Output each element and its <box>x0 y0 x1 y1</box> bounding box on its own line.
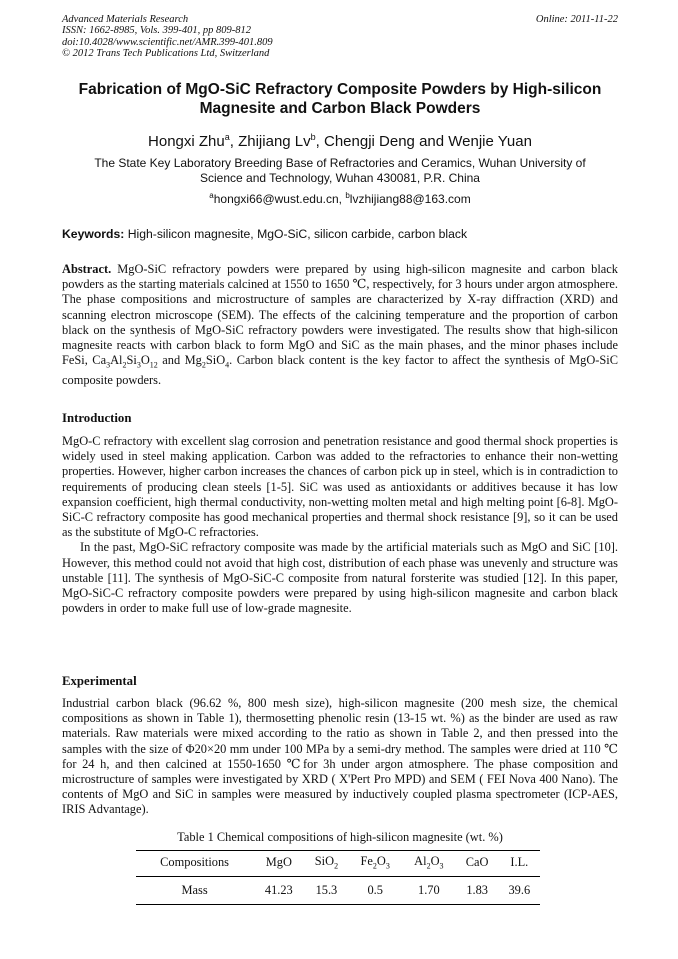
col-header-text: SiO <box>314 854 335 868</box>
introduction-body <box>62 434 618 616</box>
doi-line: doi:10.4028/www.scientific.net/AMR.399-401.809 <box>62 36 273 48</box>
keywords <box>62 227 618 241</box>
col-header: Compositions <box>136 851 253 877</box>
subscript: 3 <box>439 861 444 871</box>
col-header-text: O <box>376 854 386 868</box>
author-sup: a <box>224 132 230 142</box>
affiliation-line-2: Science and Technology, Wuhan 430081, P.R. China <box>200 171 480 185</box>
affiliation <box>62 156 618 186</box>
keywords-label: Keywords: <box>62 227 125 241</box>
abstract-text: and Mg <box>157 353 202 368</box>
subscript: 2 <box>426 861 431 871</box>
col-header-text: Al <box>414 854 427 868</box>
author-name: Hongxi Zhu <box>148 133 225 150</box>
col-header <box>348 851 402 877</box>
table-caption: Table 1 Chemical compositions of high-silicon magnesite (wt. %) <box>177 830 503 844</box>
subscript: 3 <box>106 360 111 370</box>
col-header <box>304 851 348 877</box>
table-header-row <box>136 851 540 877</box>
email-link[interactable]: lvzhijiang88@163.com <box>349 192 471 206</box>
subscript: 2 <box>372 861 377 871</box>
email-line <box>62 191 618 206</box>
col-header: I.L. <box>499 851 540 877</box>
col-header-text: Fe <box>360 854 373 868</box>
copyright-line: © 2012 Trans Tech Publications Ltd, Switzerland <box>62 48 270 60</box>
paragraph: Industrial carbon black (96.62 %, 800 mesh size), high-silicon magnesite (200 mesh size, the chemical compositions as shown in Table 1), thermosetting phenolic resin (13-15 wt. %) as the binder are used as raw materials. Raw materials were mixed according to the ratio as shown in Table 2, and then pressed into the samples with the size of Φ20×20 mm under 100 MPa by a semi-dry method. The samples were dried at 110 ℃ for 24 h, and then calcined at 1550-1650 ℃for 3h under argon atmosphere. The phase composition and microstructure of samples were investigated by XRD ( X'Pert Pro MPD) and SEM ( FEI Nova 400 Nano). The contents of MgO and SiC in samples were measured by inductively coupled plasma spectrometer (ICP-AES, IRIS Advantage). <box>62 696 618 817</box>
abstract <box>62 262 618 388</box>
table-cell: 41.23 <box>253 877 304 905</box>
paragraph: In the past, MgO-SiC refractory composite was made by the artificial materials such as MgO and SiC [10]. However, this method could not avoid that high cost, distribution of each phase was unevenly and structure was unstable [11]. The synthesis of MgO-SiC-C composite from natural forsterite was studied [12]. In this paper, MgO-SiC-C refractory composite powders were prepared by using high-silicon magnesite and carbon black powders in order to make full use of low-grade magnesite. <box>62 540 618 616</box>
author-name: Zhijiang Lv <box>238 133 311 150</box>
experimental-heading: Experimental <box>62 674 137 688</box>
table-cell: 0.5 <box>348 877 402 905</box>
abstract-text: . Carbon black content is the key factor to affect the synthesis of MgO-SiC composite powders. <box>62 353 618 387</box>
col-header <box>402 851 456 877</box>
table-cell: 1.83 <box>456 877 499 905</box>
col-header: MgO <box>253 851 304 877</box>
subscript: 3 <box>136 360 141 370</box>
subscript: 2 <box>122 360 127 370</box>
introduction-heading: Introduction <box>62 411 132 425</box>
title-line-2: Magnesite and Carbon Black Powders <box>199 100 481 117</box>
col-header: CaO <box>456 851 499 877</box>
abstract-text: Si <box>126 353 137 368</box>
author-name: Chengji Deng <box>324 133 415 150</box>
abstract-text: MgO-SiC refractory powders were prepared by using high-silicon magnesite and carbon black powders as the starting materials calcined at 1550 to 1650 ℃, respectively, for 3 hours under argon atmosphere. The phase compositions and microstructure of samples are characterized by X-ray diffraction (XRD) and scanning electron microscope (SEM). The effects of the calcining temperature and the proportion of carbon black on the synthesis of MgO-SiC refractory powders were investigated. The results show that high-silicon magnesite reacts with carbon black to form MgO and SiC as the main phases, and the minor phases include FeSi, Ca <box>62 262 618 368</box>
paragraph: MgO-C refractory with excellent slag corrosion and penetration resistance and good thermal shock properties is widely used in steel making application. Carbon was added to the refractories to enhance their non-wetting properties. However, higher carbon increases the chances of carbon pick up in steel, which is in contradiction to requirements of producing clean steels [1-5]. SiC was used as antioxidants or additives because it has low expansion coefficient, high thermal conductivity, non-wetting molten metal and high melting point [6-8]. MgO-SiC-C refractory composite has good mechanical properties and thermal shock resistance [9], so it can be used as the substitute of MgO-C refractories. <box>62 434 618 540</box>
col-header-text: O <box>430 854 440 868</box>
email-sup: b <box>345 191 350 200</box>
table-cell: 1.70 <box>402 877 456 905</box>
email-sup: a <box>209 191 214 200</box>
author-sup: b <box>310 132 316 142</box>
abstract-text: O <box>140 353 150 368</box>
issn-line: ISSN: 1662-8985, Vols. 399-401, pp 809-812 <box>62 25 251 37</box>
email-link[interactable]: hongxi66@wust.edu.cn <box>213 192 339 206</box>
subscript: 4 <box>225 360 230 370</box>
paper-title <box>62 80 618 118</box>
author-list: Hongxi Zhu$^a$, Zhijiang Lv$^b$, Chengji Deng and Wenjie Yuan <box>148 132 532 150</box>
subscript: 12 <box>149 360 158 370</box>
table-cell: 39.6 <box>499 877 540 905</box>
table-cell: Mass <box>136 877 253 905</box>
online-date: Online: 2011-11-22 <box>535 14 618 25</box>
email-separator: , <box>338 192 346 206</box>
title-line-1: Fabrication of MgO-SiC Refractory Composite Powders by High-silicon <box>78 81 602 98</box>
author-conjunction: and <box>419 133 445 150</box>
subscript: 2 <box>334 861 339 871</box>
subscript: 3 <box>385 861 390 871</box>
experimental-body <box>62 696 618 818</box>
composition-table <box>136 850 540 905</box>
keywords-text: High-silicon magnesite, MgO-SiC, silicon carbide, carbon black <box>127 227 468 241</box>
table-cell: 15.3 <box>304 877 348 905</box>
abstract-label: Abstract. <box>62 262 112 276</box>
author-name: Wenjie Yuan <box>448 133 532 150</box>
journal-name: Advanced Materials Research <box>62 14 189 25</box>
running-header <box>62 14 618 60</box>
subscript: 2 <box>201 360 206 370</box>
table-row <box>136 877 540 905</box>
abstract-text: SiO <box>205 353 226 368</box>
abstract-text: Al <box>110 353 123 368</box>
affiliation-line-1: The State Key Laboratory Breeding Base of Refractories and Ceramics, Wuhan University of <box>94 156 586 170</box>
